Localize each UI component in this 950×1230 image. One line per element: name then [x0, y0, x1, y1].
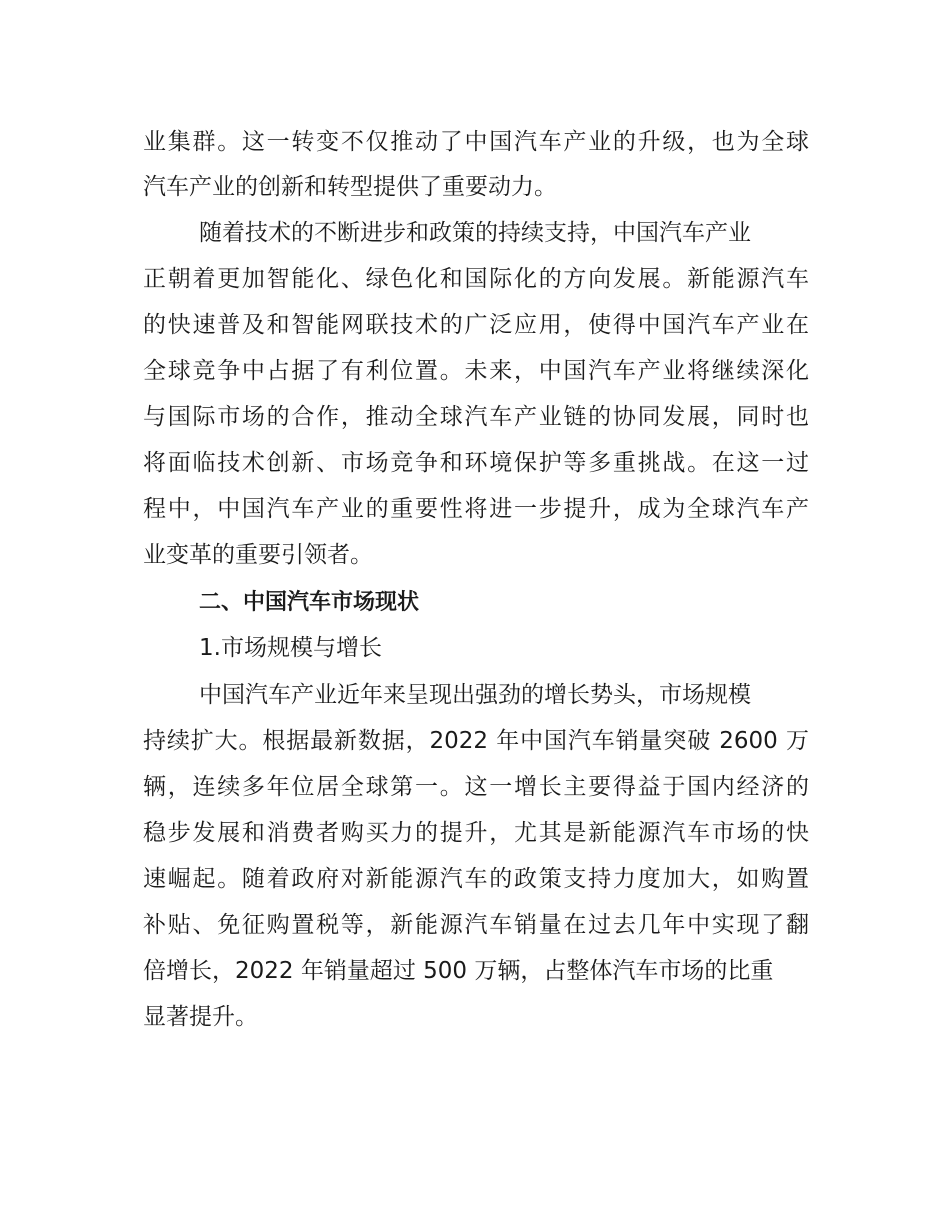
section-heading: 二、中国汽车市场现状 [199, 590, 420, 615]
paragraph-line: 程中，中国汽车产业的重要性将进一步提升，成为全球汽车产 [143, 496, 809, 522]
paragraph-line: 持续扩大。根据最新数据，2022 年中国汽车销量突破 2600 万 [143, 728, 809, 754]
paragraph-line: 速崛起。随着政府对新能源汽车的政策支持力度加大，如购置 [143, 866, 809, 892]
paragraph-line: 业变革的重要引领者。 [143, 542, 373, 568]
paragraph-line: 随着技术的不断进步和政策的持续支持，中国汽车产业 [199, 220, 751, 246]
paragraph-line: 中国汽车产业近年来呈现出强劲的增长势头，市场规模 [199, 682, 751, 708]
paragraph-line: 全球竞争中占据了有利位置。未来，中国汽车产业将继续深化 [143, 358, 809, 384]
paragraph-line: 显著提升。 [143, 1004, 258, 1030]
paragraph-line: 补贴、免征购置税等，新能源汽车销量在过去几年中实现了翻 [143, 912, 809, 938]
paragraph-line: 正朝着更加智能化、绿色化和国际化的方向发展。新能源汽车 [143, 266, 809, 292]
paragraph-line: 的快速普及和智能网联技术的广泛应用，使得中国汽车产业在 [143, 312, 809, 338]
paragraph-line: 汽车产业的创新和转型提供了重要动力。 [143, 174, 557, 200]
paragraph-line: 辆，连续多年位居全球第一。这一增长主要得益于国内经济的 [143, 774, 809, 800]
subsection-heading: 1.市场规模与增长 [199, 635, 382, 661]
paragraph-line: 稳步发展和消费者购买力的提升，尤其是新能源汽车市场的快 [143, 820, 809, 846]
paragraph-line: 将面临技术创新、市场竞争和环境保护等多重挑战。在这一过 [143, 450, 809, 476]
paragraph-line: 与国际市场的合作，推动全球汽车产业链的协同发展，同时也 [143, 404, 809, 430]
paragraph-line: 倍增长，2022 年销量超过 500 万辆，占整体汽车市场的比重 [143, 958, 774, 984]
paragraph-line: 业集群。这一转变不仅推动了中国汽车产业的升级，也为全球 [143, 129, 809, 155]
